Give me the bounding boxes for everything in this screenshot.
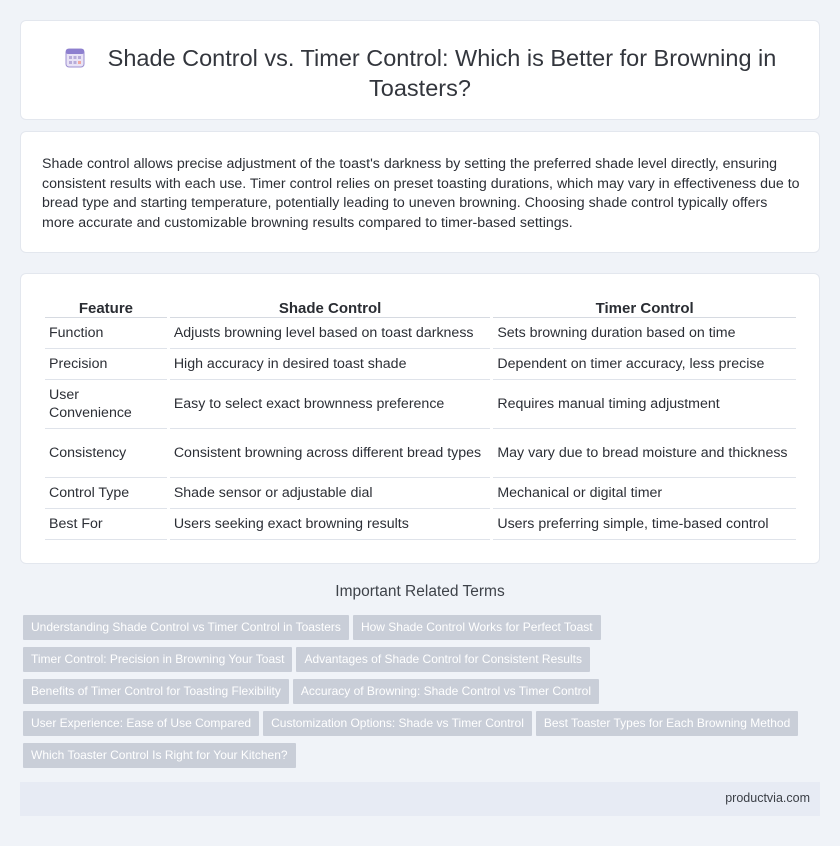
timer-cell: Mechanical or digital timer [493, 478, 796, 509]
timer-cell: Users preferring simple, time-based control [493, 509, 796, 540]
related-term-tag[interactable]: Best Toaster Types for Each Browning Method [536, 711, 798, 736]
related-term-tag[interactable]: How Shade Control Works for Perfect Toast [353, 615, 601, 640]
shade-cell: Consistent browning across different bread types [170, 429, 491, 478]
page-title: Shade Control vs. Timer Control: Which is Better for Browning in Toasters? [107, 45, 777, 101]
related-term-tag[interactable]: Benefits of Timer Control for Toasting Flexibility [23, 679, 289, 704]
timer-cell: May vary due to bread moisture and thickness [493, 429, 796, 478]
table-header-row [45, 296, 796, 318]
related-terms-heading: Important Related Terms [335, 583, 505, 600]
related-term-tag[interactable]: Accuracy of Browning: Shade Control vs Timer Control [293, 679, 599, 704]
timer-cell: Sets browning duration based on time [493, 318, 796, 349]
table-row [45, 429, 796, 478]
header-feature: Feature [45, 296, 167, 318]
related-term-tag[interactable]: Advantages of Shade Control for Consistent Results [296, 647, 590, 672]
feature-cell: User Convenience [45, 380, 167, 429]
table-row [45, 349, 796, 380]
shade-cell: High accuracy in desired toast shade [170, 349, 491, 380]
feature-cell: Function [45, 318, 167, 349]
related-terms-list [23, 615, 823, 775]
table-row [45, 318, 796, 349]
shade-cell: Shade sensor or adjustable dial [170, 478, 491, 509]
feature-cell: Consistency [45, 429, 167, 478]
intro-card [20, 131, 820, 253]
tag-row [23, 679, 823, 711]
related-term-tag[interactable]: Customization Options: Shade vs Timer Control [263, 711, 532, 736]
footer [20, 782, 820, 816]
feature-cell: Control Type [45, 478, 167, 509]
shade-cell: Easy to select exact brownness preference [170, 380, 491, 429]
timer-cell: Requires manual timing adjustment [493, 380, 796, 429]
table-row [45, 478, 796, 509]
shade-cell: Users seeking exact browning results [170, 509, 491, 540]
feature-cell: Best For [45, 509, 167, 540]
related-term-tag[interactable]: Which Toaster Control Is Right for Your Kitchen? [23, 743, 296, 768]
footer-site-link[interactable]: productvia.com [725, 791, 810, 805]
related-term-tag[interactable]: Timer Control: Precision in Browning Your Toast [23, 647, 292, 672]
header-shade-control: Shade Control [170, 296, 491, 318]
table-row [45, 380, 796, 429]
comparison-card [20, 273, 820, 564]
document-icon [64, 47, 86, 69]
timer-cell: Dependent on timer accuracy, less precise [493, 349, 796, 380]
title-card [20, 20, 820, 120]
title-wrap [21, 43, 819, 103]
feature-cell: Precision [45, 349, 167, 380]
intro-paragraph: Shade control allows precise adjustment of the toast's darkness by setting the preferred shade level directly, ensuring consistent results with each use. Timer control relies on preset toasting durations, which may vary in effectiveness due to bread type and starting temperature, potentially leading to uneven browning. Choosing shade control typically offers more accurate and customizable browning results compared to timer-based settings. [42, 156, 800, 231]
tag-row [23, 647, 823, 679]
comparison-table [42, 296, 799, 540]
related-term-tag[interactable]: Understanding Shade Control vs Timer Control in Toasters [23, 615, 349, 640]
shade-cell: Adjusts browning level based on toast darkness [170, 318, 491, 349]
table-row [45, 509, 796, 540]
tag-row [23, 615, 823, 647]
header-timer-control: Timer Control [493, 296, 796, 318]
related-term-tag[interactable]: User Experience: Ease of Use Compared [23, 711, 259, 736]
tag-row [23, 743, 823, 775]
tag-row [23, 711, 823, 743]
